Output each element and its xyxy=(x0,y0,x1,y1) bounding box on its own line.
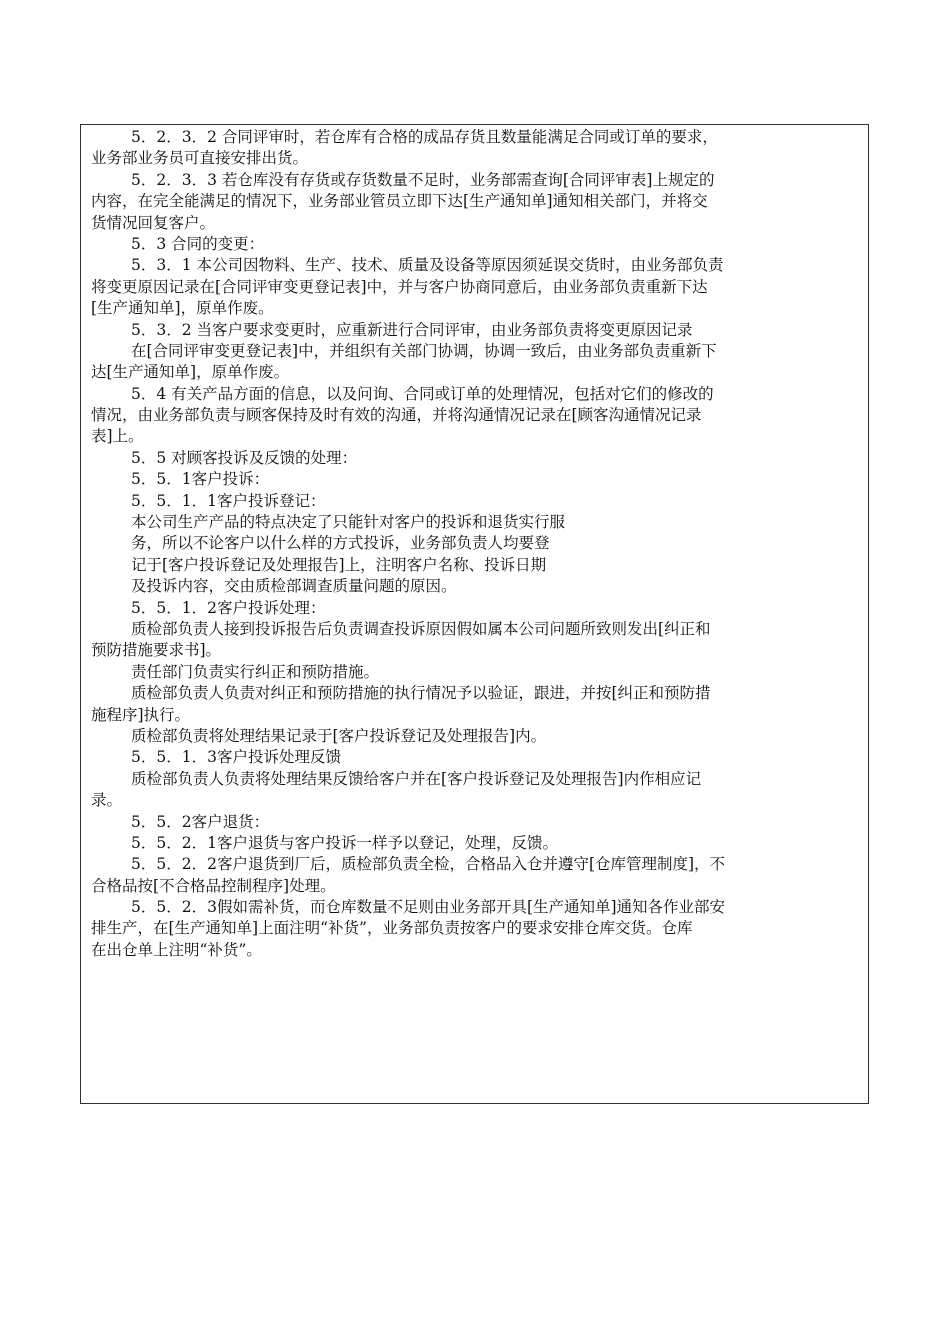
text-line: 5．2．3．3 若仓库没有存货或存货数量不足时，业务部需查询[合同评审表]上规定的 xyxy=(131,170,715,189)
text-line: 质检部负责人负责对纠正和预防措施的执行情况予以验证，跟进，并按[纠正和预防措 xyxy=(131,684,711,703)
text-line: 情况，由业务部负责与顾客保持及时有效的沟通，并将沟通情况记录在[顾客沟通情况记录 xyxy=(91,406,702,425)
text-line: 本公司生产产品的特点决定了只能针对客户的投诉和退货实行服 xyxy=(131,513,566,532)
text-line: 质检部负责人负责将处理结果反馈给客户并在[客户投诉登记及处理报告]内作相应记 xyxy=(131,769,702,788)
text-line: 质检部负责人接到投诉报告后负责调查投诉原因假如属本公司问题所致则发出[纠正和 xyxy=(131,619,711,638)
text-line: 将变更原因记录在[合同评审变更登记表]中，并与客户协商同意后，由业务部负责重新下达 xyxy=(91,277,708,296)
text-line: 货情况回复客户。 xyxy=(91,213,216,232)
text-line: 内容，在完全能满足的情况下，业务部业管员立即下达[生产通知单]通知相关部门，并将交 xyxy=(91,192,708,211)
text-line: 5．5．1．3客户投诉处理反馈 xyxy=(131,748,341,767)
text-line: 在出仓单上注明“补货”。 xyxy=(91,940,262,959)
text-line: 在[合同评审变更登记表]中，并组织有关部门协调，协调一致后，由业务部负责重新下 xyxy=(131,341,717,360)
text-line: 务，所以不论客户以什么样的方式投诉，业务部负责人均要登 xyxy=(131,534,550,553)
text-line: 业务部业务员可直接安排出货。 xyxy=(91,149,309,168)
text-line: 责任部门负责实行纠正和预防措施。 xyxy=(131,662,380,681)
text-line: 施程序]执行。 xyxy=(91,705,191,724)
text-line: 5．3 合同的变更： xyxy=(131,234,265,253)
text-line: 排生产，在[生产通知单]上面注明“补货”，业务部负责按客户的要求安排仓库交货。仓库 xyxy=(91,919,693,938)
text-line: 5．5．2．1客户退货与客户投诉一样予以登记，处理，反馈。 xyxy=(131,833,558,852)
text-line: 5．5 对顾客投诉及反馈的处理： xyxy=(131,448,358,467)
text-line: 及投诉内容，交由质检部调查质量问题的原因。 xyxy=(131,577,457,596)
text-line: 预防措施要求书]。 xyxy=(91,641,222,660)
text-line: 录。 xyxy=(91,791,123,810)
text-line: 5．3．1 本公司因物料、生产、技术、质量及设备等原因须延误交货时，由业务部负责 xyxy=(131,256,724,275)
text-line: 合格品按[不合格品控制程序]处理。 xyxy=(91,876,336,895)
text-line: 5．5．2．2客户退货到厂后，质检部负责全检，合格品入仓并遵守[仓库管理制度]，不 xyxy=(131,855,726,874)
text-line: 5．5．1．2客户投诉处理： xyxy=(131,598,326,617)
text-line: 质检部负责将处理结果记录于[客户投诉登记及处理报告]内。 xyxy=(131,726,547,745)
text-line: 5．3．2 当客户要求变更时，应重新进行合同评审，由业务部负责将变更原因记录 xyxy=(131,320,693,339)
text-line: 5．5．2．3假如需补货，而仓库数量不足则由业务部开具[生产通知单]通知各作业部安 xyxy=(131,898,726,917)
text-line: [生产通知单]，原单作废。 xyxy=(91,299,274,318)
text-line: 5．5．1．1客户投诉登记： xyxy=(131,491,326,510)
document-frame xyxy=(80,124,869,1104)
text-line: 表]上。 xyxy=(91,427,144,446)
text-line: 5．5．1客户投诉： xyxy=(131,470,270,489)
text-line: 5．4 有关产品方面的信息，以及问询、合同或订单的处理情况，包括对它们的修改的 xyxy=(131,384,714,403)
text-line: 达[生产通知单]，原单作废。 xyxy=(91,363,290,382)
text-line: 5．5．2客户退货： xyxy=(131,812,270,831)
document-body xyxy=(91,127,858,961)
text-line: 5．2．3．2 合同评审时，若仓库有合格的成品存货且数量能满足合同或订单的要求， xyxy=(131,128,718,146)
text-line: 记于[客户投诉登记及处理报告]上，注明客户名称、投诉日期 xyxy=(131,555,547,574)
